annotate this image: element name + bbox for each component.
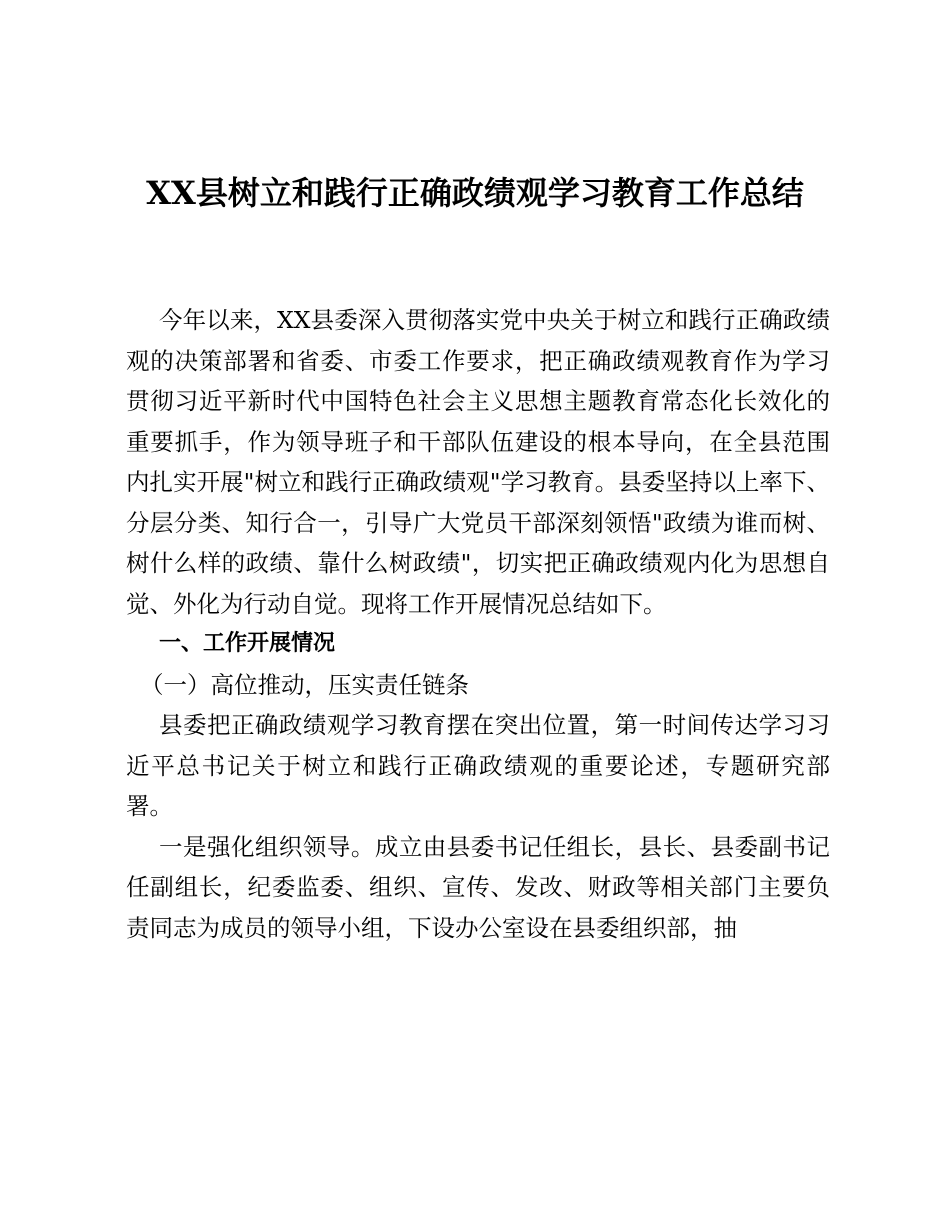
document-title: XX县树立和践行正确政绩观学习教育工作总结 [146, 174, 804, 212]
subsection-heading: （一）高位推动，压实责任链条 [140, 670, 469, 699]
subsection-paragraph: 县委把正确政绩观学习教育摆在突出位置，第一时间传达学习习近平总书记关于树立和践行正确政绩观的重要论述，专题研究部署。 [126, 711, 830, 820]
intro-paragraph: 今年以来，XX县委深入贯彻落实党中央关于树立和践行正确政绩观的决策部署和省委、市委工作要求，把正确政绩观教育作为学习贯彻习近平新时代中国特色社会主义思想主题教育常态化长效化的重要抓手，作为领导班子和干部队伍建设的根本导向，在全县范围内扎实开展"树立和践行正确政绩观"学习教育。县委坚持以上率下、分层分类、知行合一，引导广大党员干部深刻领悟"政绩为谁而树、树什么样的政绩、靠什么树政绩"，切实把正确政绩观内化为思想自觉、外化为行动自觉。现将工作开展情况总结如下。 [126, 306, 830, 618]
point-paragraph: 一是强化组织领导。成立由县委书记任组长，县长、县委副书记任副组长，纪委监委、组织、宣传、发改、财政等相关部门主要负责同志为成员的领导小组，下设办公室设在县委组织部，抽 [126, 832, 830, 942]
section-heading: 一、工作开展情况 [159, 631, 336, 656]
document-body [126, 300, 830, 948]
